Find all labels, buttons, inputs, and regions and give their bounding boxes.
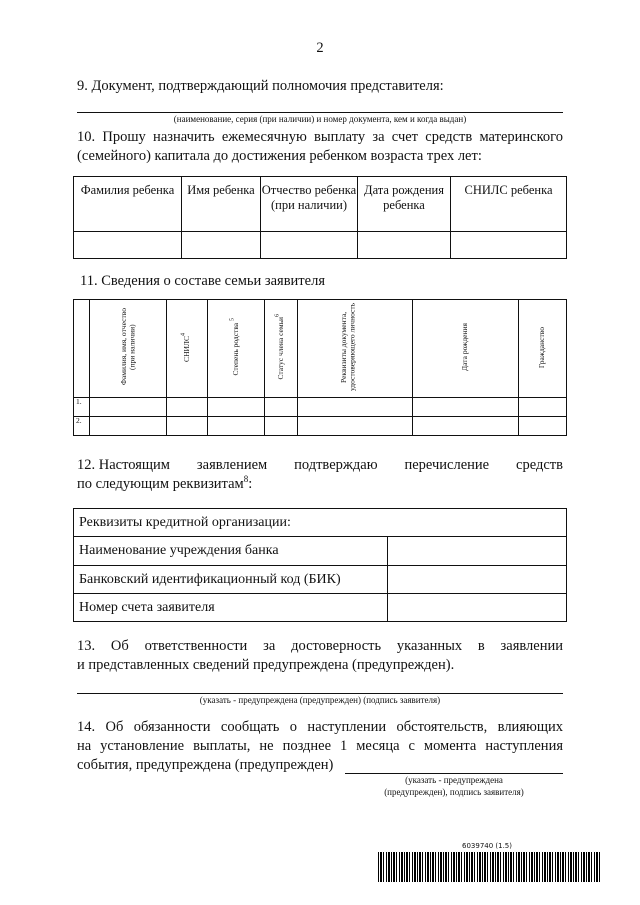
family-header-kinship: Степень родства $^5$: [208, 300, 265, 398]
family-row-num: 1.: [74, 398, 90, 417]
section-13-line1: 13. Об ответственности за достоверность указанных в заявлении: [77, 638, 563, 654]
family-cell[interactable]: [265, 398, 298, 417]
section-14-line3: события, предупреждена (предупрежден): [77, 757, 334, 773]
section-14-caption2: (предупрежден), подпись заявителя): [384, 787, 524, 797]
family-cell[interactable]: [167, 417, 208, 436]
family-cell[interactable]: [208, 417, 265, 436]
bank-label-name: Наименование учреждения банка: [74, 537, 388, 566]
bank-label-bik: Банковский идентификационный код (БИК): [74, 566, 388, 594]
children-header-snils: СНИЛС ребенка: [451, 177, 567, 232]
family-cell[interactable]: [265, 417, 298, 436]
section-9-line[interactable]: [77, 112, 563, 113]
family-header-snils: СНИЛС$^4$: [167, 300, 208, 398]
bank-table: [73, 508, 567, 622]
family-cell[interactable]: [90, 398, 167, 417]
children-cell[interactable]: [182, 232, 261, 259]
bank-label-account: Номер счета заявителя: [74, 594, 388, 622]
family-row-num: 2.: [74, 417, 90, 436]
family-cell[interactable]: [208, 398, 265, 417]
family-cell[interactable]: [413, 417, 519, 436]
bank-header: Реквизиты кредитной организации:: [74, 509, 567, 537]
children-header-name: Имя ребенка: [182, 177, 261, 232]
family-header-document: Реквизиты документа, удостоверяющего личность: [298, 300, 413, 398]
children-cell[interactable]: [74, 232, 182, 259]
bank-input-bik[interactable]: [388, 566, 567, 594]
section-13-caption: (указать - предупреждена (предупрежден) (подпись заявителя): [199, 695, 441, 705]
family-cell[interactable]: [298, 398, 413, 417]
section-9-caption: (наименование, серия (при наличии) и номер документа, кем и когда выдан): [173, 114, 467, 124]
form-code: 6039740 (1.5): [462, 842, 512, 850]
section-10-line1: 10. Прошу назначить ежемесячную выплату за счет средств материнского: [77, 129, 563, 145]
section-12-line1: 12. Настоящим заявлением подтверждаю перечисление средств: [77, 457, 563, 473]
section-13-signature-line[interactable]: [77, 693, 563, 694]
page-number: 2: [316, 40, 324, 56]
children-cell[interactable]: [451, 232, 567, 259]
section-10-line2: (семейного) капитала до достижения ребенком возраста трех лет:: [77, 148, 482, 164]
family-header-fio: Фамилия, имя, отчество (при наличии): [90, 300, 167, 398]
table-row: [74, 417, 567, 436]
children-header-surname: Фамилия ребенка: [74, 177, 182, 232]
section-9-text: 9. Документ, подтверждающий полномочия представителя:: [77, 78, 444, 94]
family-header-birthdate: Дата рождения: [413, 300, 519, 398]
section-13-line2: и представленных сведений предупреждена (предупрежден).: [77, 657, 455, 673]
section-14-line1: 14. Об обязанности сообщать о наступлении обстоятельств, влияющих: [77, 719, 563, 735]
family-header-status: Статус члена семьи$^6$: [265, 300, 298, 398]
children-cell[interactable]: [261, 232, 358, 259]
bank-input-account[interactable]: [388, 594, 567, 622]
barcode: [378, 852, 600, 882]
family-header-num: [74, 300, 90, 398]
children-cell[interactable]: [358, 232, 451, 259]
family-cell[interactable]: [413, 398, 519, 417]
section-14-signature-line[interactable]: [345, 773, 563, 774]
family-cell[interactable]: [298, 417, 413, 436]
table-row: [74, 398, 567, 417]
section-12-line2: по следующим реквизитам$^8$:: [77, 474, 253, 492]
family-cell[interactable]: [519, 398, 567, 417]
family-cell[interactable]: [167, 398, 208, 417]
family-header-citizenship: Гражданство: [519, 300, 567, 398]
bank-input-name[interactable]: [388, 537, 567, 566]
family-cell[interactable]: [90, 417, 167, 436]
section-14-caption1: (указать - предупреждена: [405, 775, 503, 785]
section-14-line2: на установление выплаты, не позднее 1 месяца с момента наступления: [77, 738, 563, 754]
family-cell[interactable]: [519, 417, 567, 436]
children-header-patronymic: Отчество ребенка (при наличии): [261, 177, 358, 232]
family-table: [73, 299, 567, 436]
children-table: [73, 176, 567, 259]
children-header-birthdate: Дата рождения ребенка: [358, 177, 451, 232]
section-11-title: 11. Сведения о составе семьи заявителя: [80, 273, 325, 289]
